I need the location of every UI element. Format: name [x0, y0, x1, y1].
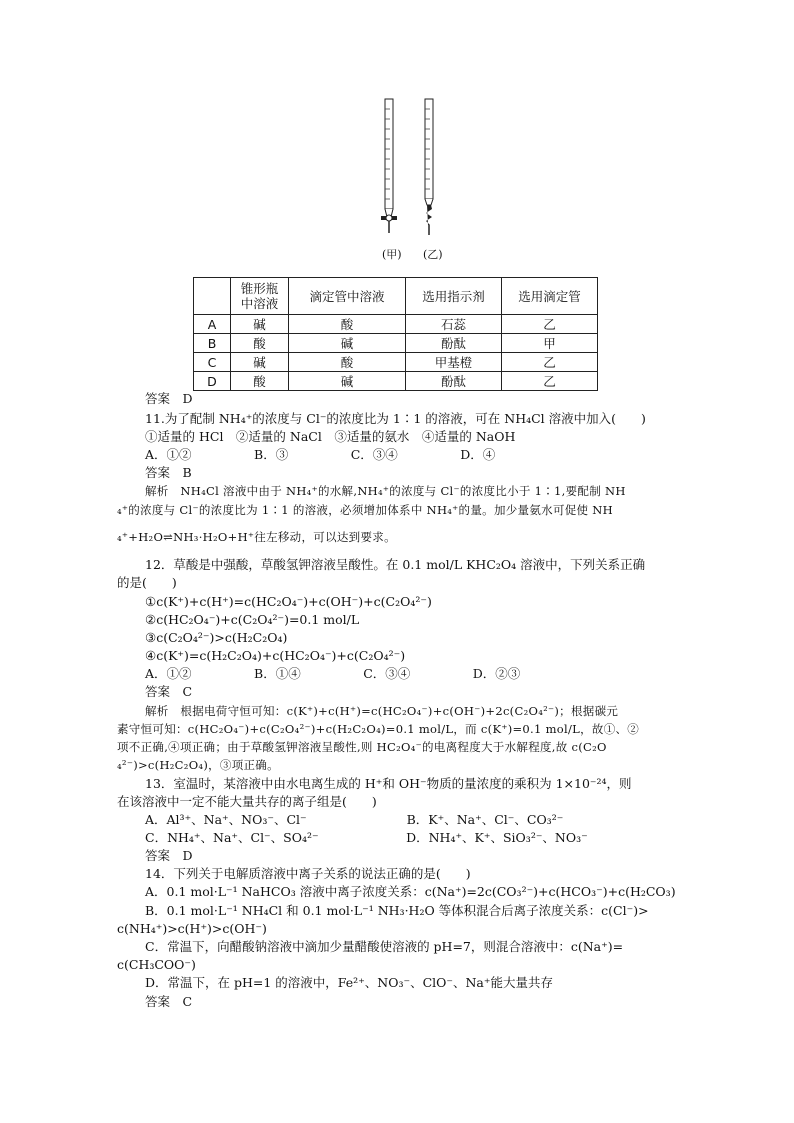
- question-12-item: ③c(C₂O₄²⁻)>c(H₂C₂O₄): [145, 630, 288, 645]
- question-14-stem: 14．下列关于电解质溶液中离子关系的说法正确的是( ): [145, 866, 471, 881]
- table-row: [194, 334, 598, 353]
- question-13-stem: 13．室温时，某溶液中由水电离生成的 H⁺和 OH⁻物质的量浓度的乘积为 1×10⁻²⁴，则: [145, 776, 632, 791]
- answer-line: 答案 C: [145, 684, 193, 699]
- caption-jia: (甲): [382, 248, 402, 261]
- table-header-cell: 选用指示剂: [406, 278, 502, 315]
- titration-table: [193, 277, 598, 391]
- table-cell: 甲: [502, 334, 598, 353]
- caption-yi: (乙): [423, 248, 443, 261]
- table-cell: 酸: [231, 334, 289, 353]
- table-header-row: [194, 278, 598, 315]
- burette-acid: [381, 99, 397, 233]
- question-12-stem: 的是( ): [117, 575, 177, 590]
- question-14-option-c: c(CH₃COO⁻): [117, 957, 196, 972]
- answer-line: 答案 D: [145, 391, 193, 406]
- table-cell: 石蕊: [406, 315, 502, 334]
- table-cell: 乙: [502, 315, 598, 334]
- answer-line: 答案 B: [145, 465, 192, 480]
- table-cell: 碱: [231, 353, 289, 372]
- table-cell: 碱: [289, 334, 406, 353]
- table-cell: D: [194, 372, 231, 391]
- table-row: [194, 372, 598, 391]
- question-11-items: ①适量的 HCl ②适量的 NaCl ③适量的氨水 ④适量的 NaOH: [145, 429, 516, 444]
- question-13-stem: 在该溶液中一定不能大量共存的离子组是( ): [117, 794, 377, 809]
- table-cell: 乙: [502, 372, 598, 391]
- table-cell: A: [194, 315, 231, 334]
- solution-line: 项不正确,④项正确；由于草酸氢钾溶液呈酸性,则 HC₂O₄⁻的电离程度大于水解程度,故 c(C₂O: [117, 740, 607, 754]
- burette-base: [425, 99, 433, 235]
- table-cell: B: [194, 334, 231, 353]
- question-13-options: C．NH₄⁺、Na⁺、Cl⁻、SO₄²⁻ D．NH₄⁺、K⁺、SiO₃²⁻、NO₃⁻: [145, 830, 588, 845]
- table-cell: 酸: [289, 353, 406, 372]
- table-cell: C: [194, 353, 231, 372]
- solution-line: ₄⁺的浓度与 Cl⁻的浓度比为 1∶1 的溶液，必须增加体系中 NH₄⁺的量。加少量氨水可促使 NH: [117, 503, 613, 517]
- table-header-cell: 滴定管中溶液: [289, 278, 406, 315]
- table-cell: 碱: [289, 372, 406, 391]
- table-cell: 碱: [231, 315, 289, 334]
- table-header-cell: 锥形瓶 中溶液: [231, 278, 289, 315]
- burette-figure: [360, 95, 460, 245]
- question-14-option-c: C．常温下，向醋酸钠溶液中滴加少量醋酸使溶液的 pH=7，则混合溶液中：c(Na⁺)=: [145, 939, 624, 954]
- table-cell: 酚酞: [406, 372, 502, 391]
- solution-line: ₄⁺+H₂O⇌NH₃·H₂O+H⁺往左移动，可以达到要求。: [117, 530, 396, 544]
- question-12-item: ①c(K⁺)+c(H⁺)=c(HC₂O₄⁻)+c(OH⁻)+c(C₂O₄²⁻): [145, 594, 432, 609]
- question-12-item: ②c(HC₂O₄⁻)+c(C₂O₄²⁻)=0.1 mol/L: [145, 612, 360, 627]
- table-header-cell: 选用滴定管: [502, 278, 598, 315]
- question-14-option-a: A．0.1 mol·L⁻¹ NaHCO₃ 溶液中离子浓度关系：c(Na⁺)=2c(CO₃²⁻)+c(HCO₃⁻)+c(H₂CO₃): [145, 884, 676, 899]
- question-12-options: A．①② B．①④ C．③④ D．②③: [145, 666, 521, 681]
- solution-line: 素守恒可知：c(HC₂O₄⁻)+c(C₂O₄²⁻)+c(H₂C₂O₄)=0.1 mol/L，而 c(K⁺)=0.1 mol/L，故①、②: [117, 722, 640, 736]
- answer-line: 答案 D: [145, 848, 193, 863]
- table-cell: 酸: [231, 372, 289, 391]
- question-13-options: A．Al³⁺、Na⁺、NO₃⁻、Cl⁻ B．K⁺、Na⁺、Cl⁻、CO₃²⁻: [145, 812, 564, 827]
- question-12-item: ④c(K⁺)=c(H₂C₂O₄)+c(HC₂O₄⁻)+c(C₂O₄²⁻): [145, 648, 406, 663]
- solution-line: 解析 NH₄Cl 溶液中由于 NH₄⁺的水解,NH₄⁺的浓度与 Cl⁻的浓度比小于 1∶1,要配制 NH: [145, 484, 626, 498]
- table-row: [194, 353, 598, 372]
- table-cell: 酚酞: [406, 334, 502, 353]
- table-cell: 酸: [289, 315, 406, 334]
- solution-line: 解析 根据电荷守恒可知：c(K⁺)+c(H⁺)=c(HC₂O₄⁻)+c(OH⁻)+2c(C₂O₄²⁻)；根据碳元: [145, 704, 619, 718]
- question-11-options: A．①② B．③ C．③④ D．④: [145, 447, 496, 462]
- question-14-option-b: c(NH₄⁺)>c(H⁺)>c(OH⁻): [117, 921, 267, 936]
- question-14-option-d: D．常温下，在 pH=1 的溶液中，Fe²⁺、NO₃⁻、ClO⁻、Na⁺能大量共存: [145, 975, 553, 990]
- table-cell: 乙: [502, 353, 598, 372]
- question-11-stem: 11.为了配制 NH₄⁺的浓度与 Cl⁻的浓度比为 1∶1 的溶液，可在 NH₄Cl 溶液中加入( ): [145, 411, 646, 426]
- solution-line: ₄²⁻)>c(H₂C₂O₄)，③项正确。: [117, 758, 279, 772]
- table-cell: 甲基橙: [406, 353, 502, 372]
- table-header-cell: [194, 278, 231, 315]
- answer-line: 答案 C: [145, 994, 193, 1009]
- question-14-option-b: B．0.1 mol·L⁻¹ NH₄Cl 和 0.1 mol·L⁻¹ NH₃·H₂O 等体积混合后离子浓度关系：c(Cl⁻)>: [145, 903, 649, 918]
- table-row: [194, 315, 598, 334]
- question-12-stem: 12．草酸是中强酸，草酸氢钾溶液呈酸性。在 0.1 mol/L KHC₂O₄ 溶液中，下列关系正确: [145, 557, 646, 572]
